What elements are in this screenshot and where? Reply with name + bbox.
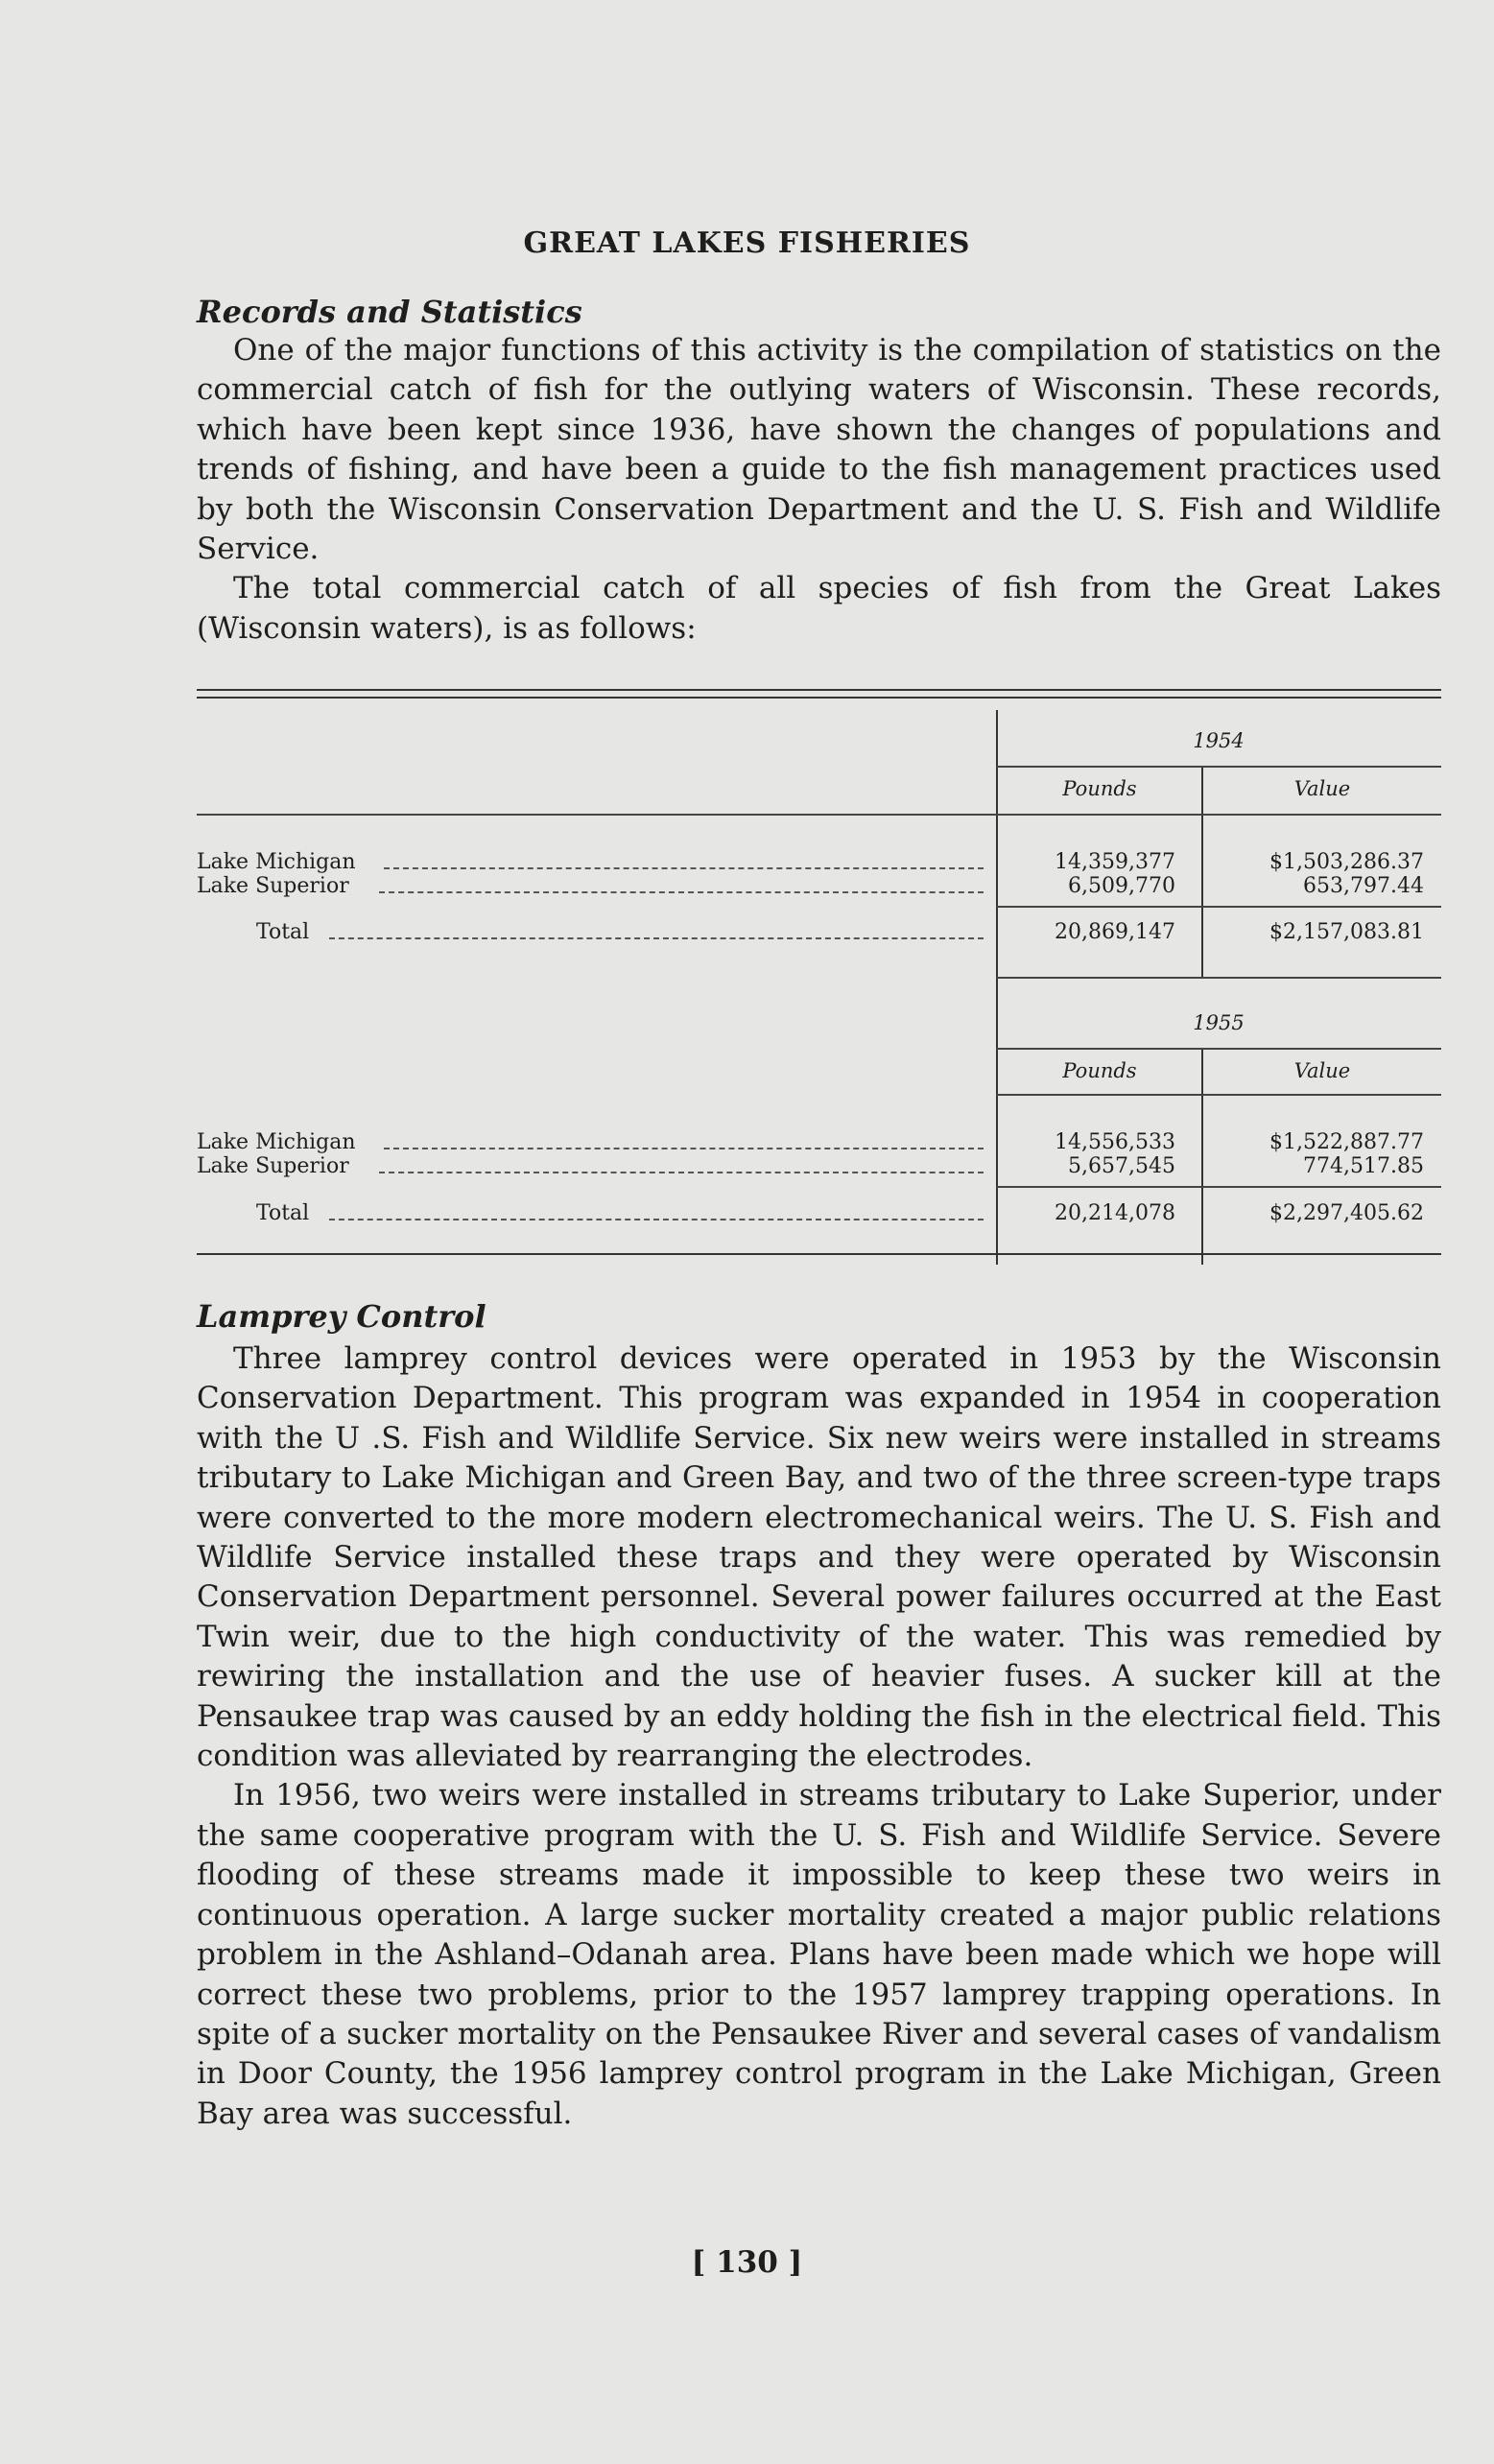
total-label: Total: [256, 920, 310, 944]
row-label: Lake Superior: [197, 1154, 349, 1178]
pounds-cell: 14,359,377: [1055, 850, 1175, 874]
year-1954-header: 1954: [1193, 729, 1245, 752]
value-cell: $1,503,286.37: [1269, 850, 1424, 874]
page-title: GREAT LAKES FISHERIES: [523, 226, 971, 260]
row-label: Lake Superior: [197, 874, 349, 898]
records-section: [197, 293, 1441, 649]
pounds-header-1955: Pounds: [1062, 1059, 1137, 1082]
records-heading: Records and Statistics: [197, 294, 582, 330]
value-cell: 774,517.85: [1303, 1154, 1424, 1178]
value-header-1954: Value: [1293, 777, 1351, 800]
pounds-cell: 14,556,533: [1055, 1130, 1175, 1154]
lamprey-paragraph-1: Three lamprey control devices were operated in 1953 by the Wisconsin Conservation Department. This program was expanded in 1954 in cooperation with the U .S. Fish and Wildlife Service. Six new weirs were installed in streams tributary to Lake Michigan and Green Bay, and two of the three screen-type traps were converted to the more modern electromechanical weirs. The U. S. Fish and Wildlife Service installed these traps and they were operated by Wisconsin Conservation Department personnel. Several power failures occurred at the East Twin weir, due to the high conductivity of the water. This was remedied by rewiring the installation and the use of heavier fuses. A sucker kill at the Pensaukee trap was caused by an eddy holding the fish in the electrical field. This condition was alleviated by rearranging the electrodes.: [197, 1341, 1441, 1774]
pounds-cell: 5,657,545: [1068, 1154, 1175, 1178]
row-label: Lake Michigan: [197, 1130, 356, 1154]
row-label: Lake Michigan: [197, 850, 356, 874]
value-header-1955: Value: [1293, 1059, 1351, 1082]
lamprey-heading: Lamprey Control: [197, 1298, 486, 1335]
records-paragraph-2: The total commercial catch of all species of fish from the Great Lakes (Wisconsin waters), is as follows:: [197, 571, 1441, 646]
value-cell: 653,797.44: [1303, 874, 1424, 898]
lamprey-section: [197, 1297, 1441, 2134]
total-pounds-cell: 20,214,078: [1055, 1201, 1175, 1225]
total-pounds-cell: 20,869,147: [1055, 920, 1175, 944]
total-value-cell: $2,157,083.81: [1269, 920, 1424, 944]
pounds-header-1954: Pounds: [1062, 777, 1137, 800]
total-value-cell: $2,297,405.62: [1269, 1201, 1424, 1225]
year-1955-header: 1955: [1193, 1011, 1245, 1034]
total-label: Total: [256, 1201, 310, 1225]
value-cell: $1,522,887.77: [1269, 1130, 1424, 1154]
records-paragraph-1: One of the major functions of this activity is the compilation of statistics on the commercial catch of fish for the outlying waters of Wisconsin. These records, which have been kept since 1936, have shown the changes of populations and trends of fishing, and have been a guide to the fish management practices used by both the Wisconsin Conservation Department and the U. S. Fish and Wildlife Service.: [197, 333, 1441, 567]
catch-table: [197, 689, 1441, 1257]
pounds-cell: 6,509,770: [1068, 874, 1175, 898]
lamprey-paragraph-2: In 1956, two weirs were installed in streams tributary to Lake Superior, under the same cooperative program with the U. S. Fish and Wildlife Service. Severe flooding of these streams made it impossible to keep these two weirs in continuous operation. A large sucker mortality created a major public relations problem in the Ashland–Odanah area. Plans have been made which we hope will correct these two problems, prior to the 1957 lamprey trapping operations. In spite of a sucker mortality on the Pensaukee River and several cases of vandalism in Door County, the 1956 lamprey control program in the Lake Michigan, Green Bay area was successful.: [197, 1778, 1441, 2131]
page-number: [ 130 ]: [691, 2245, 803, 2280]
